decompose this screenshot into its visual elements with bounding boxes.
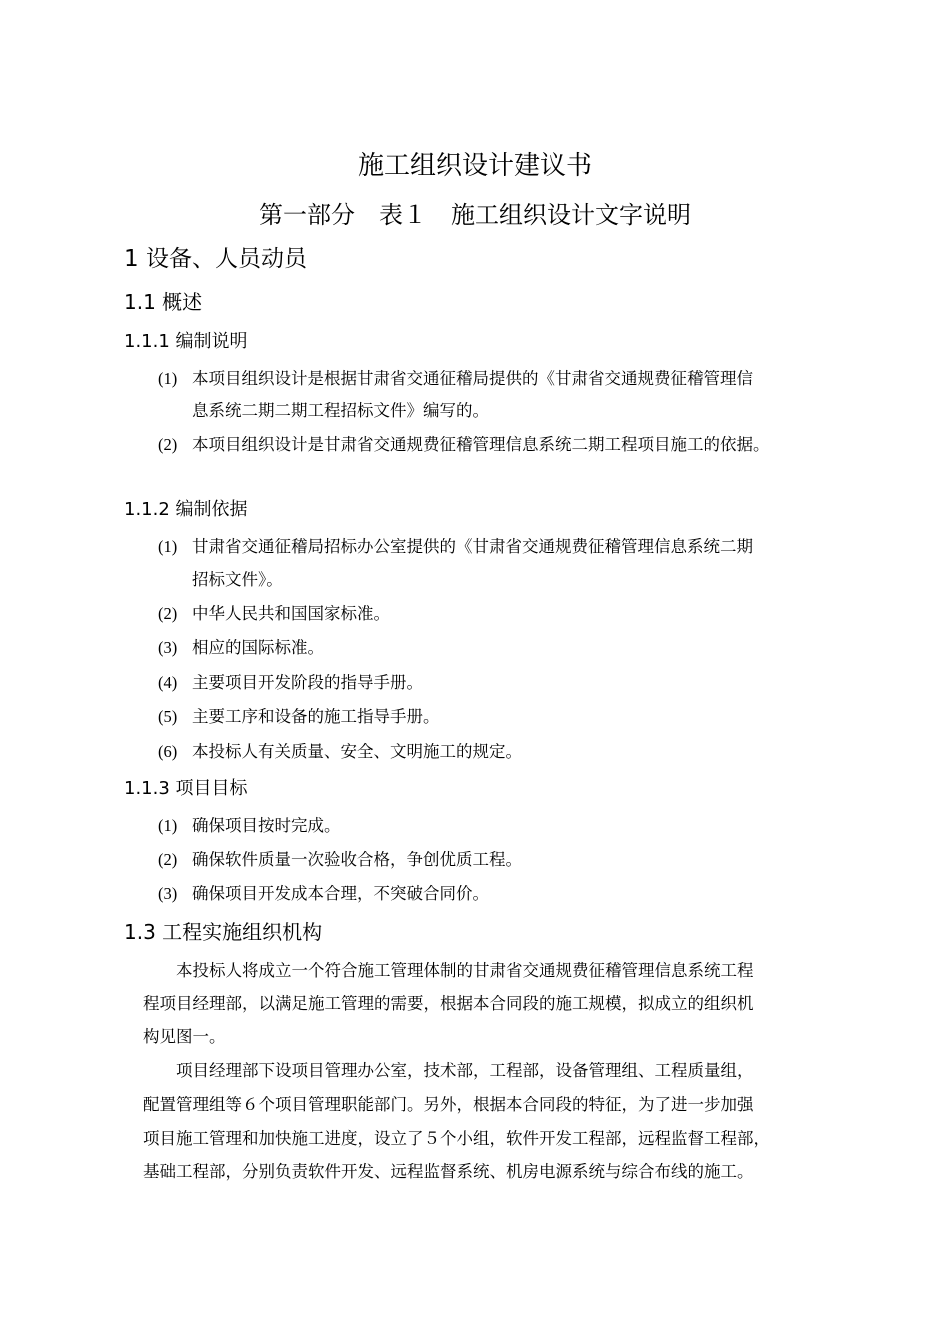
- section-heading-1-1-3: 1.1.3 项目目标: [124, 778, 248, 799]
- list-text: 本投标人有关质量、安全、文明施工的规定。: [192, 742, 522, 761]
- paragraph-line: 本投标人将成立一个符合施工管理体制的甘肃省交通规费征稽管理信息系统工程: [143, 961, 754, 980]
- list-number: (1): [158, 537, 178, 556]
- list-text: 确保项目按时完成。: [192, 816, 341, 835]
- list-number: (3): [158, 638, 178, 657]
- list-item: [158, 809, 878, 843]
- list-number: (6): [158, 742, 178, 761]
- paragraph-line: 构见图一。: [143, 1027, 226, 1046]
- section-heading-1-1-1: 1.1.1 编制说明: [124, 331, 248, 352]
- list-item: [158, 362, 878, 396]
- list-text: 主要项目开发阶段的指导手册。: [192, 673, 423, 692]
- list-item: [158, 597, 878, 631]
- document-subtitle: 第一部分 表１ 施工组织设计文字说明: [259, 201, 691, 229]
- list-item: [158, 530, 878, 564]
- list-number: (2): [158, 435, 178, 454]
- list-text-continuation: 招标文件》。: [192, 570, 283, 589]
- list-text: 相应的国际标准。: [192, 638, 324, 657]
- list-text: 中华人民共和国国家标准。: [192, 604, 390, 623]
- paragraph-line: 基础工程部，分别负责软件开发、远程监督系统、机房电源系统与综合布线的施工。: [143, 1162, 754, 1181]
- list-item: [158, 877, 878, 911]
- list-number: (4): [158, 673, 178, 692]
- list-text: 本项目组织设计是甘肃省交通规费征稽管理信息系统二期工程项目施工的依据。: [192, 435, 770, 454]
- paragraph-line: 程项目经理部，以满足施工管理的需要，根据本合同段的施工规模，拟成立的组织机: [143, 994, 754, 1013]
- list-item: [158, 843, 878, 877]
- list-text: 确保项目开发成本合理，不突破合同价。: [192, 884, 489, 903]
- section-heading-1-1: 1.1 概述: [124, 290, 203, 314]
- list-text-continuation: 息系统二期二期工程招标文件》编写的。: [192, 401, 489, 420]
- list-text: 甘肃省交通征稽局招标办公室提供的《甘肃省交通规费征稽管理信息系统二期: [192, 537, 753, 556]
- document-title: 施工组织设计建议书: [357, 151, 592, 181]
- section-heading-1-1-2: 1.1.2 编制依据: [124, 499, 248, 520]
- list-item: [158, 666, 878, 700]
- list-number: (1): [158, 369, 178, 388]
- section-heading-1-3: 1.3 工程实施组织机构: [124, 920, 323, 944]
- list-number: (3): [158, 884, 178, 903]
- paragraph-line: 配置管理组等６个项目管理职能部门。另外，根据本合同段的特征，为了进一步加强: [143, 1095, 754, 1114]
- list-item: [158, 631, 878, 665]
- list-text: 主要工序和设备的施工指导手册。: [192, 707, 440, 726]
- section-heading-1: 1 设备、人员动员: [124, 246, 307, 272]
- list-number: (2): [158, 604, 178, 623]
- list-number: (5): [158, 707, 178, 726]
- list-item: [158, 735, 878, 769]
- list-text: 本项目组织设计是根据甘肃省交通征稽局提供的《甘肃省交通规费征稽管理信: [192, 369, 753, 388]
- list-item: [158, 428, 878, 462]
- paragraph-line: 项目施工管理和加快施工进度，设立了５个小组，软件开发工程部，远程监督工程部，: [143, 1129, 770, 1148]
- paragraph-line: 项目经理部下设项目管理办公室，技术部，工程部，设备管理组、工程质量组，: [143, 1061, 754, 1080]
- list-number: (1): [158, 816, 178, 835]
- list-item: [158, 700, 878, 734]
- list-number: (2): [158, 850, 178, 869]
- list-text: 确保软件质量一次验收合格，争创优质工程。: [192, 850, 522, 869]
